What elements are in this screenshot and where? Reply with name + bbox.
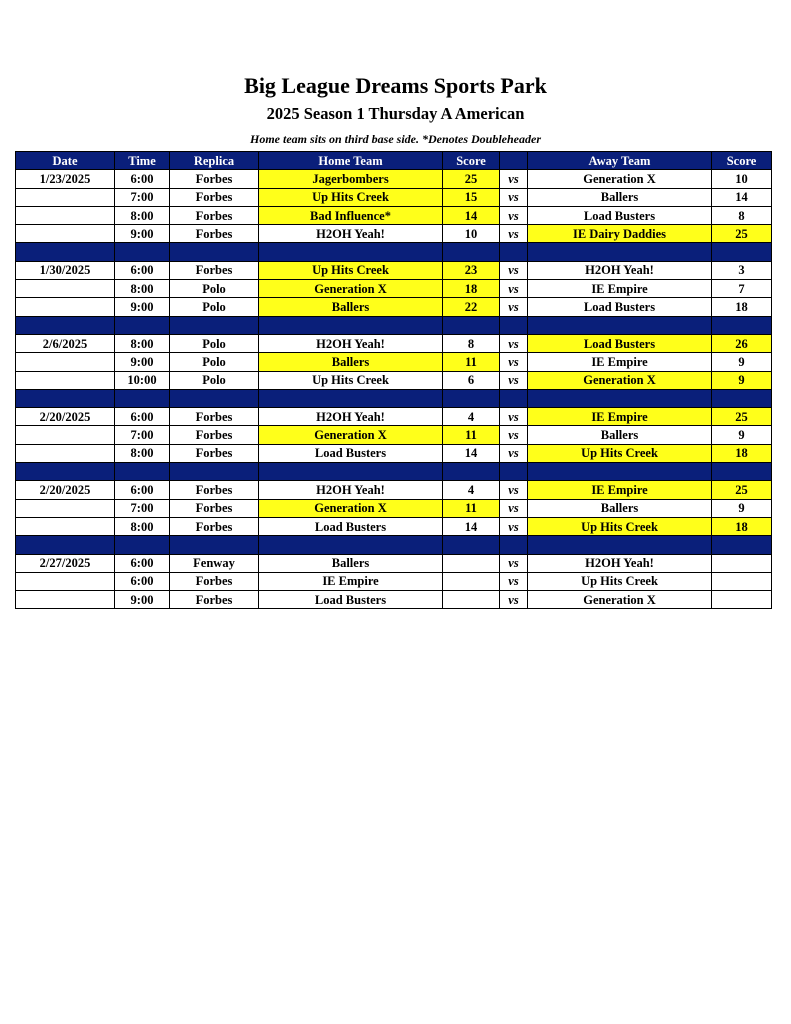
home-team: Load Busters bbox=[259, 517, 443, 535]
game-row bbox=[16, 499, 772, 517]
game-date bbox=[16, 353, 115, 371]
game-time: 6:00 bbox=[115, 170, 170, 188]
game-time: 7:00 bbox=[115, 188, 170, 206]
vs-label: vs bbox=[500, 334, 528, 352]
away-team: H2OH Yeah! bbox=[528, 261, 712, 279]
separator-cell bbox=[712, 316, 772, 334]
away-team: H2OH Yeah! bbox=[528, 554, 712, 572]
game-time: 6:00 bbox=[115, 481, 170, 499]
separator-cell bbox=[16, 389, 115, 407]
away-score: 8 bbox=[712, 206, 772, 224]
game-date bbox=[16, 444, 115, 462]
game-row bbox=[16, 554, 772, 572]
home-score: 14 bbox=[443, 444, 500, 462]
separator-row bbox=[16, 316, 772, 334]
separator-cell bbox=[528, 316, 712, 334]
separator-cell bbox=[528, 536, 712, 554]
separator-cell bbox=[259, 536, 443, 554]
home-team: Ballers bbox=[259, 554, 443, 572]
home-team: Up Hits Creek bbox=[259, 371, 443, 389]
game-field: Fenway bbox=[170, 554, 259, 572]
separator-cell bbox=[528, 243, 712, 261]
away-team: Load Busters bbox=[528, 206, 712, 224]
game-row bbox=[16, 481, 772, 499]
separator-cell bbox=[170, 243, 259, 261]
col-header-home-score: Score bbox=[443, 152, 500, 170]
separator-cell bbox=[170, 389, 259, 407]
separator-cell bbox=[443, 463, 500, 481]
col-header-date: Date bbox=[16, 152, 115, 170]
away-team: IE Empire bbox=[528, 408, 712, 426]
game-row bbox=[16, 371, 772, 389]
game-field: Forbes bbox=[170, 225, 259, 243]
game-field: Forbes bbox=[170, 188, 259, 206]
away-score bbox=[712, 591, 772, 609]
vs-label: vs bbox=[500, 170, 528, 188]
home-score: 25 bbox=[443, 170, 500, 188]
home-score bbox=[443, 591, 500, 609]
game-field: Forbes bbox=[170, 206, 259, 224]
home-team: Ballers bbox=[259, 298, 443, 316]
separator-row bbox=[16, 389, 772, 407]
away-team: IE Empire bbox=[528, 353, 712, 371]
game-field: Polo bbox=[170, 298, 259, 316]
home-team: H2OH Yeah! bbox=[259, 225, 443, 243]
game-row bbox=[16, 225, 772, 243]
separator-cell bbox=[528, 463, 712, 481]
game-row bbox=[16, 261, 772, 279]
col-header-home-team: Home Team bbox=[259, 152, 443, 170]
separator-row bbox=[16, 243, 772, 261]
vs-label: vs bbox=[500, 591, 528, 609]
separator-cell bbox=[170, 463, 259, 481]
game-row bbox=[16, 280, 772, 298]
game-time: 6:00 bbox=[115, 261, 170, 279]
separator-cell bbox=[115, 316, 170, 334]
game-date bbox=[16, 591, 115, 609]
game-date bbox=[16, 572, 115, 590]
home-score: 23 bbox=[443, 261, 500, 279]
away-score: 25 bbox=[712, 225, 772, 243]
away-score: 25 bbox=[712, 408, 772, 426]
away-team: Ballers bbox=[528, 499, 712, 517]
away-score: 7 bbox=[712, 280, 772, 298]
away-team: IE Empire bbox=[528, 481, 712, 499]
page-subtitle: 2025 Season 1 Thursday A American bbox=[266, 104, 525, 123]
game-date: 2/27/2025 bbox=[16, 554, 115, 572]
game-time: 7:00 bbox=[115, 426, 170, 444]
home-score: 18 bbox=[443, 280, 500, 298]
game-time: 7:00 bbox=[115, 499, 170, 517]
vs-label: vs bbox=[500, 408, 528, 426]
away-team: IE Dairy Daddies bbox=[528, 225, 712, 243]
vs-label: vs bbox=[500, 572, 528, 590]
separator-cell bbox=[259, 389, 443, 407]
game-field: Forbes bbox=[170, 426, 259, 444]
game-time: 9:00 bbox=[115, 298, 170, 316]
away-score: 18 bbox=[712, 298, 772, 316]
game-time: 6:00 bbox=[115, 554, 170, 572]
home-score: 14 bbox=[443, 206, 500, 224]
away-team: Ballers bbox=[528, 188, 712, 206]
away-team: IE Empire bbox=[528, 280, 712, 298]
separator-cell bbox=[170, 536, 259, 554]
separator-cell bbox=[500, 536, 528, 554]
vs-label: vs bbox=[500, 298, 528, 316]
game-field: Forbes bbox=[170, 408, 259, 426]
game-row bbox=[16, 408, 772, 426]
separator-cell bbox=[115, 243, 170, 261]
separator-cell bbox=[16, 463, 115, 481]
game-time: 8:00 bbox=[115, 334, 170, 352]
header-row bbox=[16, 152, 772, 170]
home-score: 4 bbox=[443, 408, 500, 426]
game-field: Polo bbox=[170, 334, 259, 352]
game-date bbox=[16, 225, 115, 243]
away-team: Generation X bbox=[528, 170, 712, 188]
game-time: 6:00 bbox=[115, 408, 170, 426]
away-score: 10 bbox=[712, 170, 772, 188]
away-team: Generation X bbox=[528, 371, 712, 389]
separator-row bbox=[16, 463, 772, 481]
vs-label: vs bbox=[500, 444, 528, 462]
vs-label: vs bbox=[500, 554, 528, 572]
game-date bbox=[16, 298, 115, 316]
away-score: 3 bbox=[712, 261, 772, 279]
home-team: Up Hits Creek bbox=[259, 261, 443, 279]
separator-cell bbox=[259, 316, 443, 334]
game-row bbox=[16, 334, 772, 352]
game-time: 9:00 bbox=[115, 225, 170, 243]
vs-label: vs bbox=[500, 517, 528, 535]
game-field: Polo bbox=[170, 353, 259, 371]
game-date: 1/30/2025 bbox=[16, 261, 115, 279]
game-row bbox=[16, 170, 772, 188]
col-header-away-score: Score bbox=[712, 152, 772, 170]
away-score bbox=[712, 572, 772, 590]
game-field: Polo bbox=[170, 371, 259, 389]
game-time: 8:00 bbox=[115, 206, 170, 224]
game-field: Forbes bbox=[170, 444, 259, 462]
game-time: 8:00 bbox=[115, 444, 170, 462]
home-score bbox=[443, 572, 500, 590]
col-header-vs bbox=[500, 152, 528, 170]
away-score: 25 bbox=[712, 481, 772, 499]
vs-label: vs bbox=[500, 481, 528, 499]
home-score: 4 bbox=[443, 481, 500, 499]
vs-label: vs bbox=[500, 426, 528, 444]
schedule-body bbox=[16, 170, 772, 609]
away-team: Up Hits Creek bbox=[528, 572, 712, 590]
separator-cell bbox=[712, 536, 772, 554]
game-date bbox=[16, 499, 115, 517]
home-score: 10 bbox=[443, 225, 500, 243]
vs-label: vs bbox=[500, 499, 528, 517]
game-date bbox=[16, 426, 115, 444]
separator-cell bbox=[115, 389, 170, 407]
home-score: 11 bbox=[443, 426, 500, 444]
separator-cell bbox=[443, 243, 500, 261]
home-score: 22 bbox=[443, 298, 500, 316]
col-header-away-team: Away Team bbox=[528, 152, 712, 170]
vs-label: vs bbox=[500, 371, 528, 389]
separator-cell bbox=[712, 389, 772, 407]
home-team: Generation X bbox=[259, 426, 443, 444]
page-title: Big League Dreams Sports Park bbox=[244, 73, 547, 98]
game-field: Forbes bbox=[170, 499, 259, 517]
separator-cell bbox=[115, 536, 170, 554]
away-score: 9 bbox=[712, 353, 772, 371]
separator-cell bbox=[16, 243, 115, 261]
away-team: Up Hits Creek bbox=[528, 517, 712, 535]
separator-cell bbox=[500, 389, 528, 407]
game-date bbox=[16, 206, 115, 224]
home-team: H2OH Yeah! bbox=[259, 334, 443, 352]
home-score: 8 bbox=[443, 334, 500, 352]
home-team: IE Empire bbox=[259, 572, 443, 590]
home-score: 11 bbox=[443, 499, 500, 517]
game-date: 2/20/2025 bbox=[16, 481, 115, 499]
home-score: 15 bbox=[443, 188, 500, 206]
away-score: 9 bbox=[712, 499, 772, 517]
home-team: Ballers bbox=[259, 353, 443, 371]
home-team: Load Busters bbox=[259, 444, 443, 462]
game-row bbox=[16, 572, 772, 590]
game-row bbox=[16, 353, 772, 371]
vs-label: vs bbox=[500, 206, 528, 224]
game-row bbox=[16, 426, 772, 444]
game-date: 2/20/2025 bbox=[16, 408, 115, 426]
separator-cell bbox=[500, 243, 528, 261]
vs-label: vs bbox=[500, 353, 528, 371]
game-date: 1/23/2025 bbox=[16, 170, 115, 188]
away-score: 14 bbox=[712, 188, 772, 206]
away-team: Ballers bbox=[528, 426, 712, 444]
game-date bbox=[16, 517, 115, 535]
game-time: 8:00 bbox=[115, 517, 170, 535]
separator-cell bbox=[712, 463, 772, 481]
home-team: Generation X bbox=[259, 499, 443, 517]
separator-cell bbox=[443, 389, 500, 407]
vs-label: vs bbox=[500, 188, 528, 206]
away-score: 9 bbox=[712, 426, 772, 444]
home-team: Load Busters bbox=[259, 591, 443, 609]
game-time: 8:00 bbox=[115, 280, 170, 298]
separator-cell bbox=[443, 316, 500, 334]
game-row bbox=[16, 591, 772, 609]
away-team: Generation X bbox=[528, 591, 712, 609]
schedule-table bbox=[15, 151, 772, 609]
separator-cell bbox=[115, 463, 170, 481]
vs-label: vs bbox=[500, 280, 528, 298]
game-field: Forbes bbox=[170, 170, 259, 188]
home-score bbox=[443, 554, 500, 572]
away-team: Up Hits Creek bbox=[528, 444, 712, 462]
away-score: 9 bbox=[712, 371, 772, 389]
game-field: Forbes bbox=[170, 481, 259, 499]
game-date bbox=[16, 371, 115, 389]
away-score: 26 bbox=[712, 334, 772, 352]
game-row bbox=[16, 188, 772, 206]
game-time: 10:00 bbox=[115, 371, 170, 389]
game-field: Forbes bbox=[170, 261, 259, 279]
home-team: Bad Influence* bbox=[259, 206, 443, 224]
separator-cell bbox=[712, 243, 772, 261]
game-row bbox=[16, 298, 772, 316]
header-note: Home team sits on third base side. *Denotes Doubleheader bbox=[250, 132, 541, 146]
home-team: Generation X bbox=[259, 280, 443, 298]
away-score: 18 bbox=[712, 517, 772, 535]
home-score: 11 bbox=[443, 353, 500, 371]
separator-cell bbox=[16, 536, 115, 554]
separator-cell bbox=[528, 389, 712, 407]
home-team: H2OH Yeah! bbox=[259, 408, 443, 426]
away-team: Load Busters bbox=[528, 298, 712, 316]
game-time: 9:00 bbox=[115, 591, 170, 609]
separator-cell bbox=[170, 316, 259, 334]
vs-label: vs bbox=[500, 261, 528, 279]
game-field: Forbes bbox=[170, 517, 259, 535]
game-row bbox=[16, 444, 772, 462]
home-score: 14 bbox=[443, 517, 500, 535]
game-row bbox=[16, 206, 772, 224]
vs-label: vs bbox=[500, 225, 528, 243]
home-team: H2OH Yeah! bbox=[259, 481, 443, 499]
game-field: Polo bbox=[170, 280, 259, 298]
away-score: 18 bbox=[712, 444, 772, 462]
home-team: Jagerbombers bbox=[259, 170, 443, 188]
away-score bbox=[712, 554, 772, 572]
game-date bbox=[16, 188, 115, 206]
separator-row bbox=[16, 536, 772, 554]
game-time: 6:00 bbox=[115, 572, 170, 590]
separator-cell bbox=[259, 243, 443, 261]
game-field: Forbes bbox=[170, 572, 259, 590]
col-header-replica: Replica bbox=[170, 152, 259, 170]
home-team: Up Hits Creek bbox=[259, 188, 443, 206]
game-date: 2/6/2025 bbox=[16, 334, 115, 352]
separator-cell bbox=[16, 316, 115, 334]
separator-cell bbox=[443, 536, 500, 554]
separator-cell bbox=[500, 463, 528, 481]
home-score: 6 bbox=[443, 371, 500, 389]
game-field: Forbes bbox=[170, 591, 259, 609]
game-time: 9:00 bbox=[115, 353, 170, 371]
game-date bbox=[16, 280, 115, 298]
separator-cell bbox=[259, 463, 443, 481]
away-team: Load Busters bbox=[528, 334, 712, 352]
col-header-time: Time bbox=[115, 152, 170, 170]
separator-cell bbox=[500, 316, 528, 334]
game-row bbox=[16, 517, 772, 535]
